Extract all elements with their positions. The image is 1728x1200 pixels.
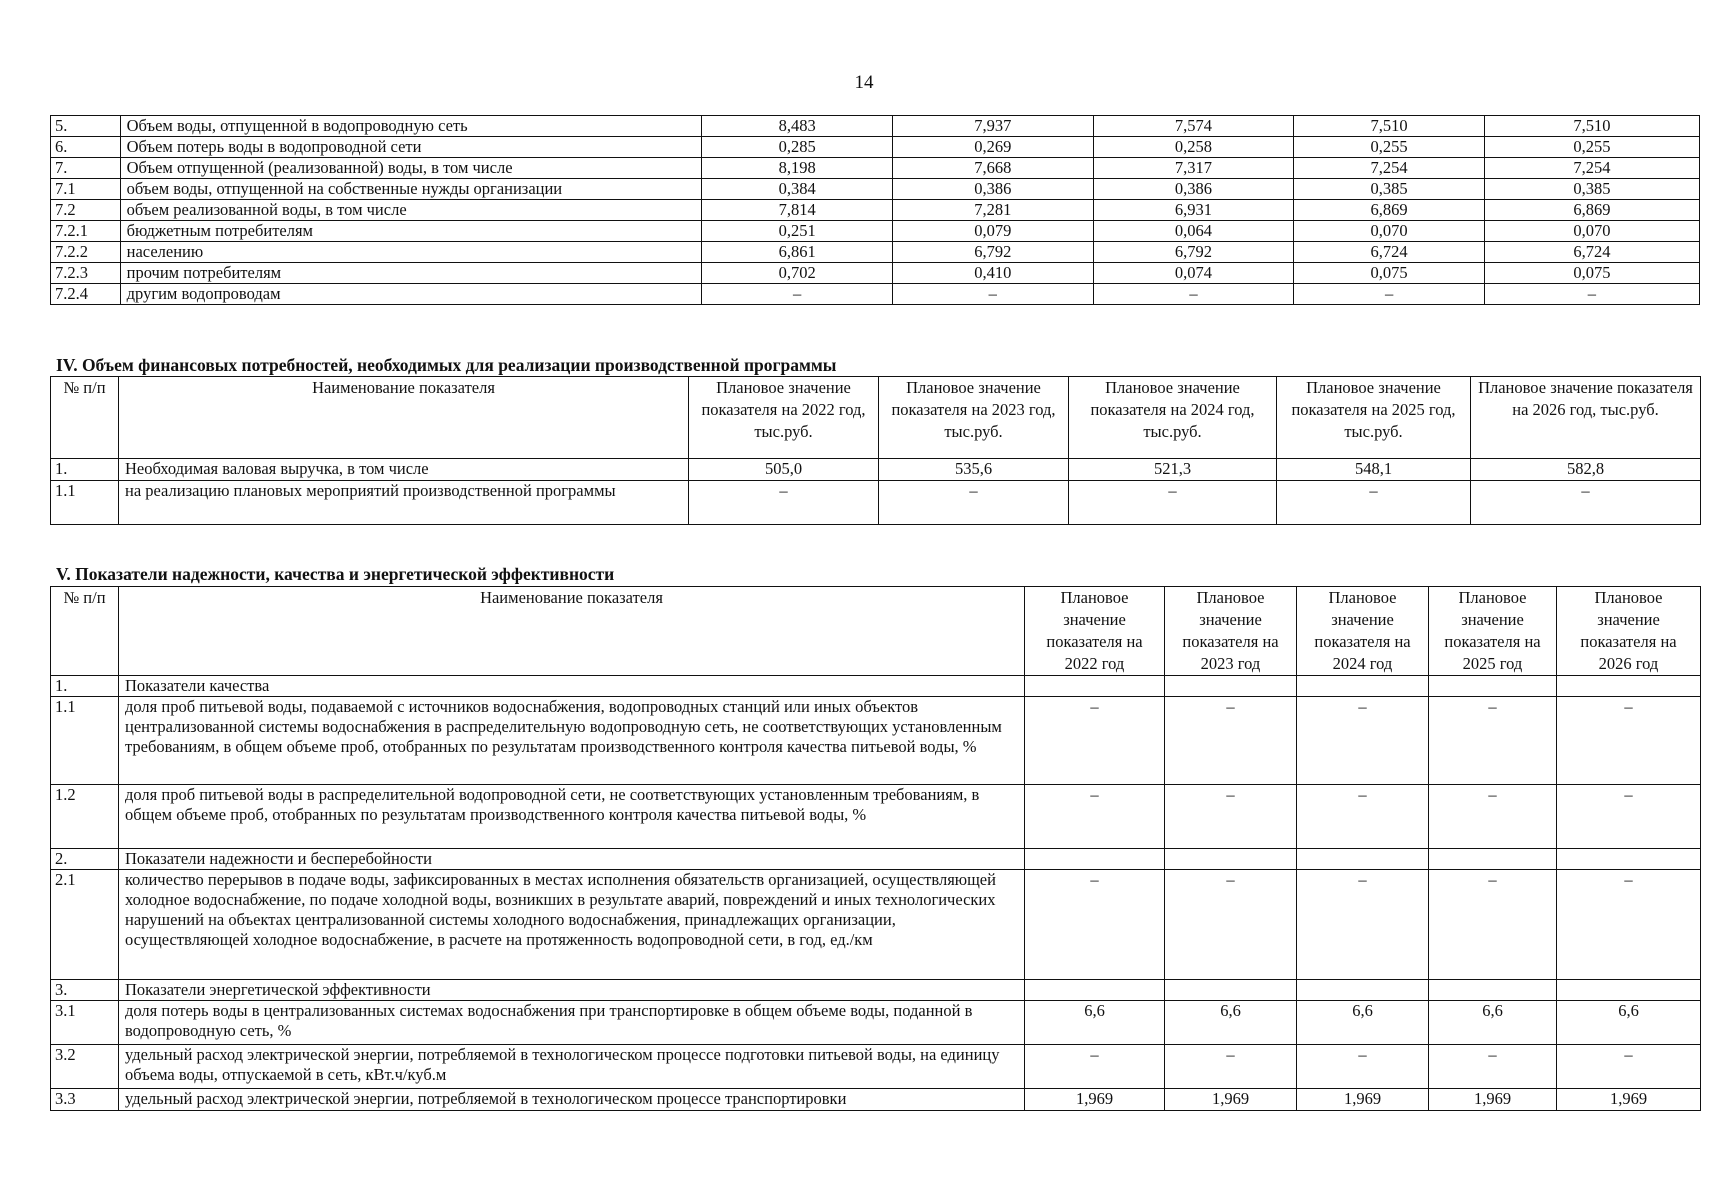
value-cell: – bbox=[1557, 870, 1701, 980]
row-number: 6. bbox=[51, 137, 121, 158]
table-row bbox=[51, 849, 1701, 870]
indicator-name: другим водопроводам bbox=[120, 284, 702, 305]
indicator-name: Объем воды, отпущенной в водопроводную сеть bbox=[120, 116, 702, 137]
table-row bbox=[51, 137, 1700, 158]
table-row bbox=[51, 242, 1700, 263]
table-row bbox=[51, 179, 1700, 200]
value-cell: – bbox=[1165, 1045, 1297, 1089]
table-row bbox=[51, 263, 1700, 284]
indicator-name: объем воды, отпущенной на собственные нужды организации bbox=[120, 179, 702, 200]
value-cell: 0,079 bbox=[892, 221, 1093, 242]
value-cell: – bbox=[879, 481, 1069, 525]
value-cell bbox=[1165, 676, 1297, 697]
value-cell bbox=[1165, 849, 1297, 870]
value-cell: – bbox=[1297, 870, 1429, 980]
value-cell: – bbox=[1429, 870, 1557, 980]
value-cell: 548,1 bbox=[1277, 459, 1471, 481]
table-row bbox=[51, 785, 1701, 849]
row-number: 3.1 bbox=[51, 1001, 119, 1045]
value-cell bbox=[1557, 676, 1701, 697]
header-number: № п/п bbox=[51, 377, 119, 459]
value-cell: 0,075 bbox=[1484, 263, 1699, 284]
row-number: 7.2 bbox=[51, 200, 121, 221]
value-cell: 0,255 bbox=[1484, 137, 1699, 158]
value-cell: 0,385 bbox=[1294, 179, 1485, 200]
value-cell: – bbox=[1297, 697, 1429, 785]
indicator-name: удельный расход электрической энергии, потребляемой в технологическом процессе транспортировки bbox=[119, 1089, 1025, 1111]
header-year: Плановое значение показателя на 2025 год, тыс.руб. bbox=[1277, 377, 1471, 459]
value-cell bbox=[1429, 980, 1557, 1001]
value-cell: 0,386 bbox=[892, 179, 1093, 200]
row-number: 1.1 bbox=[51, 697, 119, 785]
row-number: 7.2.4 bbox=[51, 284, 121, 305]
header-row bbox=[51, 377, 1701, 459]
value-cell: 6,6 bbox=[1429, 1001, 1557, 1045]
value-cell: 1,969 bbox=[1025, 1089, 1165, 1111]
value-cell: – bbox=[702, 284, 893, 305]
value-cell bbox=[1557, 849, 1701, 870]
row-number: 1. bbox=[51, 676, 119, 697]
header-year: Плановое значение показателя на 2024 год, тыс.руб. bbox=[1069, 377, 1277, 459]
value-cell: – bbox=[1069, 481, 1277, 525]
value-cell: 505,0 bbox=[689, 459, 879, 481]
indicator-name: Показатели надежности и бесперебойности bbox=[119, 849, 1025, 870]
table-row bbox=[51, 221, 1700, 242]
value-cell: 0,070 bbox=[1294, 221, 1485, 242]
table-row bbox=[51, 870, 1701, 980]
value-cell: 6,792 bbox=[1093, 242, 1294, 263]
value-cell: 6,6 bbox=[1297, 1001, 1429, 1045]
table-row bbox=[51, 284, 1700, 305]
header-number: № п/п bbox=[51, 587, 119, 676]
header-name: Наименование показателя bbox=[119, 587, 1025, 676]
value-cell: 6,6 bbox=[1557, 1001, 1701, 1045]
value-cell: 0,070 bbox=[1484, 221, 1699, 242]
value-cell: 535,6 bbox=[879, 459, 1069, 481]
value-cell: 6,869 bbox=[1484, 200, 1699, 221]
value-cell: – bbox=[1025, 870, 1165, 980]
value-cell: 6,724 bbox=[1294, 242, 1485, 263]
value-cell: 8,198 bbox=[702, 158, 893, 179]
header-row bbox=[51, 587, 1701, 676]
value-cell: 0,285 bbox=[702, 137, 893, 158]
indicator-name: доля потерь воды в централизованных системах водоснабжения при транспортировке в общем объеме воды, поданной в водопроводную сеть, % bbox=[119, 1001, 1025, 1045]
value-cell: 1,969 bbox=[1429, 1089, 1557, 1111]
indicator-name: бюджетным потребителям bbox=[120, 221, 702, 242]
row-number: 1. bbox=[51, 459, 119, 481]
header-year: Плановое значение показателя на 2022 год, тыс.руб. bbox=[689, 377, 879, 459]
value-cell bbox=[1025, 980, 1165, 1001]
value-cell: 6,869 bbox=[1294, 200, 1485, 221]
table-row bbox=[51, 697, 1701, 785]
row-number: 1.2 bbox=[51, 785, 119, 849]
value-cell: – bbox=[1025, 785, 1165, 849]
value-cell: 7,574 bbox=[1093, 116, 1294, 137]
table-row bbox=[51, 459, 1701, 481]
table-row bbox=[51, 1045, 1701, 1089]
value-cell: 582,8 bbox=[1471, 459, 1701, 481]
value-cell: – bbox=[1297, 1045, 1429, 1089]
value-cell: 7,814 bbox=[702, 200, 893, 221]
row-number: 7. bbox=[51, 158, 121, 179]
value-cell: 0,384 bbox=[702, 179, 893, 200]
value-cell: – bbox=[1294, 284, 1485, 305]
indicator-name: на реализацию плановых мероприятий производственной программы bbox=[119, 481, 689, 525]
value-cell: 0,702 bbox=[702, 263, 893, 284]
value-cell: 0,386 bbox=[1093, 179, 1294, 200]
water-volume-table bbox=[50, 115, 1700, 305]
value-cell: 7,254 bbox=[1484, 158, 1699, 179]
table-row bbox=[51, 481, 1701, 525]
header-year: Плановое значение показателя на 2022 год bbox=[1025, 587, 1165, 676]
value-cell: 6,931 bbox=[1093, 200, 1294, 221]
row-number: 2. bbox=[51, 849, 119, 870]
row-number: 2.1 bbox=[51, 870, 119, 980]
row-number: 3.3 bbox=[51, 1089, 119, 1111]
table-row bbox=[51, 676, 1701, 697]
value-cell: 7,937 bbox=[892, 116, 1093, 137]
section-4-title: IV. Объем финансовых потребностей, необходимых для реализации производственной программы bbox=[56, 355, 837, 375]
row-number: 7.2.2 bbox=[51, 242, 121, 263]
value-cell: – bbox=[689, 481, 879, 525]
table-row bbox=[51, 1089, 1701, 1111]
reliability-table bbox=[50, 586, 1701, 1111]
value-cell: – bbox=[1165, 870, 1297, 980]
value-cell: 0,251 bbox=[702, 221, 893, 242]
row-number: 7.2.1 bbox=[51, 221, 121, 242]
value-cell: – bbox=[1429, 1045, 1557, 1089]
table-row bbox=[51, 116, 1700, 137]
table-row bbox=[51, 200, 1700, 221]
value-cell: – bbox=[892, 284, 1093, 305]
indicator-name: Объем отпущенной (реализованной) воды, в том числе bbox=[120, 158, 702, 179]
value-cell: – bbox=[1297, 785, 1429, 849]
indicator-name: удельный расход электрической энергии, потребляемой в технологическом процессе подготовки питьевой воды, на единицу объема воды, отпускаемой в сеть, кВт.ч/куб.м bbox=[119, 1045, 1025, 1089]
table-row bbox=[51, 158, 1700, 179]
value-cell: – bbox=[1557, 1045, 1701, 1089]
value-cell: – bbox=[1165, 785, 1297, 849]
value-cell: – bbox=[1429, 785, 1557, 849]
indicator-name: доля проб питьевой воды в распределительной водопроводной сети, не соответствующих установленным требованиям, в общем объеме проб, отобранных по результатам производственного контроля качества питьевой воды, % bbox=[119, 785, 1025, 849]
value-cell: 7,254 bbox=[1294, 158, 1485, 179]
header-year: Плановое значение показателя на 2026 год, тыс.руб. bbox=[1471, 377, 1701, 459]
value-cell: 0,385 bbox=[1484, 179, 1699, 200]
value-cell: 6,6 bbox=[1025, 1001, 1165, 1045]
value-cell bbox=[1297, 676, 1429, 697]
value-cell: 0,410 bbox=[892, 263, 1093, 284]
value-cell bbox=[1165, 980, 1297, 1001]
indicator-name: населению bbox=[120, 242, 702, 263]
value-cell bbox=[1557, 980, 1701, 1001]
value-cell: 0,074 bbox=[1093, 263, 1294, 284]
value-cell: 521,3 bbox=[1069, 459, 1277, 481]
value-cell bbox=[1297, 849, 1429, 870]
table-row bbox=[51, 980, 1701, 1001]
value-cell: 0,258 bbox=[1093, 137, 1294, 158]
value-cell: 0,064 bbox=[1093, 221, 1294, 242]
value-cell: – bbox=[1025, 1045, 1165, 1089]
value-cell: – bbox=[1429, 697, 1557, 785]
value-cell: 1,969 bbox=[1297, 1089, 1429, 1111]
value-cell: 7,510 bbox=[1484, 116, 1699, 137]
header-name: Наименование показателя bbox=[119, 377, 689, 459]
value-cell: – bbox=[1484, 284, 1699, 305]
value-cell bbox=[1297, 980, 1429, 1001]
row-number: 1.1 bbox=[51, 481, 119, 525]
value-cell: 0,075 bbox=[1294, 263, 1485, 284]
value-cell: – bbox=[1557, 785, 1701, 849]
value-cell bbox=[1025, 849, 1165, 870]
value-cell: 6,6 bbox=[1165, 1001, 1297, 1045]
value-cell: 8,483 bbox=[702, 116, 893, 137]
indicator-name: объем реализованной воды, в том числе bbox=[120, 200, 702, 221]
value-cell: 6,861 bbox=[702, 242, 893, 263]
value-cell: 6,792 bbox=[892, 242, 1093, 263]
row-number: 3. bbox=[51, 980, 119, 1001]
table-row bbox=[51, 1001, 1701, 1045]
section-5-title: V. Показатели надежности, качества и энергетической эффективности bbox=[56, 564, 615, 584]
header-year: Плановое значение показателя на 2026 год bbox=[1557, 587, 1701, 676]
indicator-name: доля проб питьевой воды, подаваемой с источников водоснабжения, водопроводных станций или иных объектов централизованной системы водоснабжения в распределительную водопроводную сеть, не соответствующих установленным требованиям, в общем объеме проб, отобранных по результатам производственного контроля качества питьевой воды, % bbox=[119, 697, 1025, 785]
value-cell: 7,281 bbox=[892, 200, 1093, 221]
indicator-name: прочим потребителям bbox=[120, 263, 702, 284]
value-cell: 7,510 bbox=[1294, 116, 1485, 137]
value-cell: 7,317 bbox=[1093, 158, 1294, 179]
value-cell: 1,969 bbox=[1165, 1089, 1297, 1111]
value-cell bbox=[1429, 676, 1557, 697]
value-cell: 7,668 bbox=[892, 158, 1093, 179]
value-cell bbox=[1025, 676, 1165, 697]
value-cell: – bbox=[1025, 697, 1165, 785]
financial-needs-table bbox=[50, 376, 1701, 525]
row-number: 5. bbox=[51, 116, 121, 137]
value-cell: – bbox=[1471, 481, 1701, 525]
value-cell: 6,724 bbox=[1484, 242, 1699, 263]
row-number: 7.2.3 bbox=[51, 263, 121, 284]
indicator-name: Объем потерь воды в водопроводной сети bbox=[120, 137, 702, 158]
indicator-name: Необходимая валовая выручка, в том числе bbox=[119, 459, 689, 481]
value-cell: – bbox=[1165, 697, 1297, 785]
value-cell: 1,969 bbox=[1557, 1089, 1701, 1111]
header-year: Плановое значение показателя на 2023 год, тыс.руб. bbox=[879, 377, 1069, 459]
value-cell: 0,255 bbox=[1294, 137, 1485, 158]
indicator-name: Показатели энергетической эффективности bbox=[119, 980, 1025, 1001]
value-cell bbox=[1429, 849, 1557, 870]
header-year: Плановое значение показателя на 2023 год bbox=[1165, 587, 1297, 676]
value-cell: 0,269 bbox=[892, 137, 1093, 158]
value-cell: – bbox=[1277, 481, 1471, 525]
indicator-name: Показатели качества bbox=[119, 676, 1025, 697]
header-year: Плановое значение показателя на 2025 год bbox=[1429, 587, 1557, 676]
row-number: 7.1 bbox=[51, 179, 121, 200]
row-number: 3.2 bbox=[51, 1045, 119, 1089]
header-year: Плановое значение показателя на 2024 год bbox=[1297, 587, 1429, 676]
indicator-name: количество перерывов в подаче воды, зафиксированных в местах исполнения обязательств организацией, осуществляющей холодное водоснабжение, по подаче холодной воды, возникших в результате аварий, повреждений и иных технологических нарушений на объектах централизованной системы холодного водоснабжения, принадлежащих организации, осуществляющей холодное водоснабжение, в расчете на протяженность водопроводной сети, в год, ед./км bbox=[119, 870, 1025, 980]
page-number: 14 bbox=[854, 72, 874, 93]
value-cell: – bbox=[1093, 284, 1294, 305]
value-cell: – bbox=[1557, 697, 1701, 785]
